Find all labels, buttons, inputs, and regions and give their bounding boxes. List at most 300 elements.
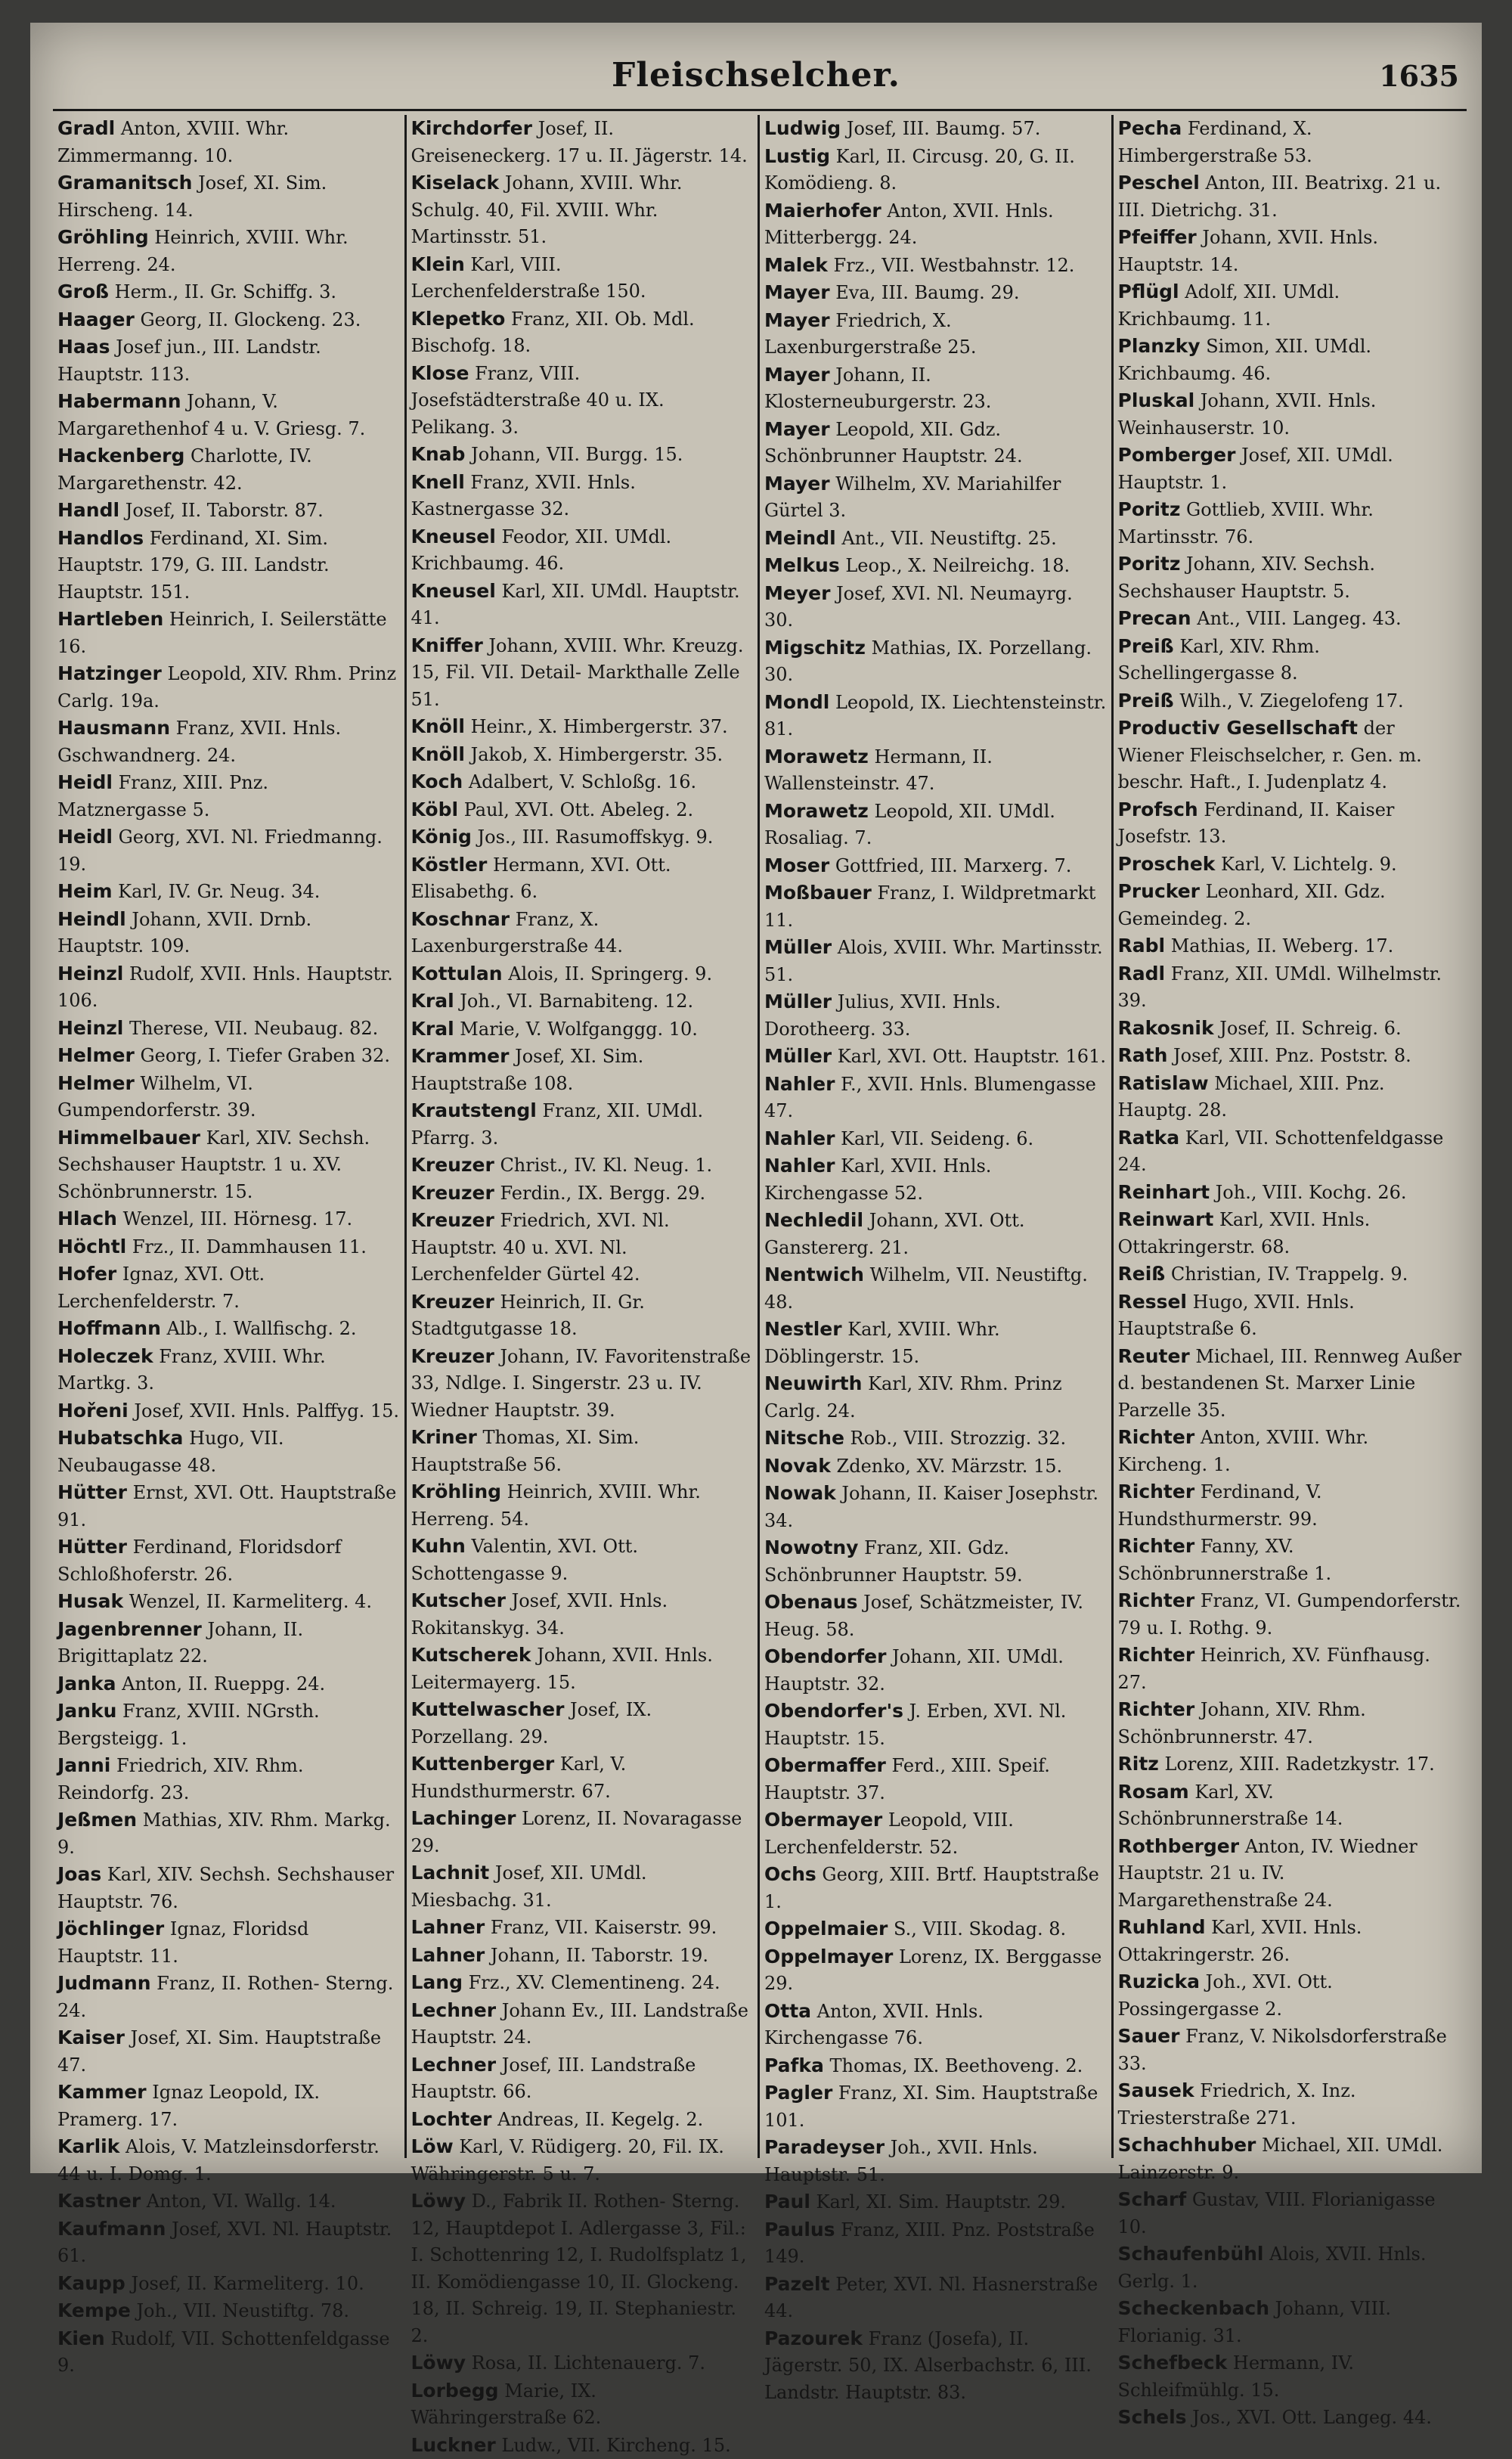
directory-entry [57,1205,400,1233]
entry-name: Klepetko [411,308,506,330]
entry-name: Knöll [411,715,465,737]
directory-entry [1118,633,1463,687]
entry-name: Malek [764,254,828,276]
entry-line: Georg, XVI. Nl. Friedmanng. 19. [57,826,389,875]
entry-line: Hauptstr. 179, G. III. Landstr. [57,554,330,575]
entry-line: Ottakringerstr. 68. [1118,1236,1290,1257]
entry-line: Adolf, XII. UMdl. Krichbaumg. 11. [1118,281,1346,330]
directory-entry [411,1180,754,1208]
entry-line: Elisabethg. 6. [411,881,538,902]
entry-name: Janku [57,1700,116,1722]
entry-line: Franz, X. Laxenburgerstraße 44. [411,909,624,957]
entry-name: Himmelbauer [57,1127,200,1149]
entry-line: Eva, III. Baumg. 29. [835,282,1019,303]
directory-entry [764,197,1107,252]
entry-line: Martinsstr. 51. [411,226,547,247]
directory-entry [57,1479,400,1533]
directory-entry [1118,1478,1463,1533]
directory-entry [57,1070,400,1124]
entry-line: Karl, IV. Gr. Neug. 34. [118,881,320,902]
entry-name: Hartleben [57,608,163,630]
column-2 [407,115,761,2158]
directory-entry [57,525,400,606]
entry-line: Friedrich, XVI. Nl. [500,1210,669,1231]
directory-entry [411,713,754,741]
directory-entry [764,552,1107,580]
directory-entry [57,169,400,224]
entry-line: Ernst, XVI. Ott. Hauptstraße 91. [57,1482,402,1530]
entry-name: Oppelmaier [764,1918,888,1940]
entry-line: Kircheng. 1. [1118,1454,1231,1475]
entry-name: Kral [411,1018,454,1040]
entry-line: Hugo, XVII. Hnls. Hauptstraße 6. [1118,1292,1361,1340]
directory-entry [57,497,400,525]
directory-entry [57,2325,400,2380]
entry-line: Heinrich, XV. Fünfhausg. 27. [1118,1645,1436,1693]
entry-line: u. III. Dietrichg. 31. [1118,172,1447,221]
entry-line: Anton, III. Beatrixg. 21 [1205,172,1418,194]
entry-name: Jöchlinger [57,1918,164,1940]
entry-line: Michael, XII. [1262,2135,1380,2156]
directory-entry [57,1015,400,1043]
entry-line: Thomas, IX. Beethoveng. 2. [830,2055,1083,2076]
entry-name: Müller [764,936,832,958]
entry-line: Leonhard, XII. Gdz. Gemeindeg. 2. [1118,881,1392,929]
directory-entry [1118,851,1463,879]
entry-line: Karl, XIV. Sechsh. Sechshauser Hauptstr. 76. [57,1864,400,1912]
entry-name: Obermayer [764,1809,882,1831]
entry-name: Meyer [764,582,830,604]
entry-line: Leopold, IX. Liechtensteinstr. 81. [764,692,1112,740]
entry-name: Rosam [1118,1781,1189,1803]
entry-line: Gottlieb, XVIII. Whr. [1186,499,1374,520]
entry-line: F., XVII. Hnls. Blumengasse 47. [764,1074,1102,1122]
directory-entry [411,1997,754,2051]
entry-name: Kriner [411,1426,477,1448]
entry-name: Ratislaw [1118,1072,1209,1094]
entry-name: Scheckenbach [1118,2297,1270,2319]
column-4 [1114,115,1467,2158]
directory-entry [1118,1206,1463,1261]
entry-line: Gschwandnerg. 24. [57,745,236,766]
entry-line: Krichbaumg. 46. [1118,363,1272,384]
directory-entry [764,1043,1107,1071]
entry-name: Scharf [1118,2188,1187,2210]
directory-entry [764,143,1107,197]
directory-entry [57,115,400,169]
directory-entry [1118,1179,1463,1207]
directory-entry [764,934,1107,988]
directory-entry [57,1806,400,1861]
entry-line: Ant., VIII. Langeg. 43. [1197,608,1401,629]
entry-line: Anton, VI. Wallg. 14. [147,2191,336,2212]
directory-entry [57,715,400,769]
entry-name: Obendorfer's [764,1700,903,1722]
directory-entry [57,1124,400,1206]
entry-name: Nowak [764,1482,836,1504]
directory-entry [411,1152,754,1180]
entry-line: Leitermayerg. 15. [411,1672,576,1693]
directory-entry [1118,715,1463,796]
directory-entry [57,1425,400,1479]
entry-line: Schönbrunner Hauptstr. 59. [764,1564,1023,1586]
entry-line: Franz, XVII. Hnls. [176,718,341,739]
entry-line: Ignaz, Floridsd [170,1918,308,1940]
entry-name: Obenaus [764,1591,857,1613]
directory-entry [764,1643,1107,1698]
entry-line: Hauptstr. 66. [411,2081,532,2102]
entry-line: Wenzel, III. Hörnesg. 17. [123,1208,352,1230]
entry-line: Johann, XII. UMdl. [892,1646,1064,1667]
entry-line: Frz., XV. Clementineng. 24. [469,1972,720,1993]
entry-line: Schreig. 19, II. Stephaniestr. 2. [411,2298,742,2346]
entry-line: III. Landstr. Hauptstr. 83. [764,2355,1098,2403]
directory-entry [57,769,400,823]
entry-line: Johann, V. Margarethenhof 4 u. V. Griesg. 7. [57,391,365,439]
entry-line: Lorenz, XIII. Radetzkystr. 17. [1164,1754,1434,1775]
entry-line: Rokitanskyg. 34. [411,1617,565,1639]
entry-line: Hauptstr. 51. [764,2164,885,2185]
entry-name: Groß [57,281,109,302]
directory-entry [411,1914,754,1942]
entry-name: Krammer [411,1045,510,1067]
directory-entry [411,1805,754,1859]
entry-name: Kreuzer [411,1154,494,1176]
entry-name: Karlik [57,2135,119,2157]
directory-entry [1118,2077,1463,2132]
entry-line: Josef, XVII. Hnls. [134,1400,290,1422]
entry-name: Müller [764,1045,832,1067]
directory-entry [764,2052,1107,2080]
entry-line: Sterng. 12, Hauptdepot I. Adlergasse 3, Fil.: I. Schottenring 12, [411,2191,752,2265]
entry-name: Kirchdorfer [411,117,532,139]
entry-line: Anton, XVIII. Whr. [121,118,289,139]
entry-name: Ritz [1118,1753,1159,1775]
entry-name: Koch [411,771,463,792]
entry-name: Maierhofer [764,200,881,222]
directory-entry [57,1261,400,1315]
directory-entry [764,689,1107,743]
directory-entry [1118,1587,1463,1642]
entry-name: Nestler [764,1318,842,1340]
entry-name: Pomberger [1118,444,1236,466]
directory-entry [411,1642,754,1696]
entry-name: Pazelt [764,2273,830,2295]
directory-entry [1118,796,1463,851]
entry-name: Reuter [1118,1345,1190,1367]
directory-entry [1118,169,1463,224]
entry-line: Nl. Hauptstr. 15. [764,1701,1072,1749]
directory-entry [57,2270,400,2298]
entry-name: Kutscherek [411,1644,531,1666]
entry-name: Mayer [764,418,830,440]
entry-line: Weinhauserstr. 10. [1118,417,1290,439]
directory-entry [1118,687,1463,715]
entry-line: Hauptstr. 109. [57,935,190,957]
entry-line: I. Rudolfsplatz 1, II. Komödiengasse 10, II. Glockeng. 18, II. [411,2244,753,2319]
entry-line: Josefstr. 13. [1118,826,1227,847]
entry-name: Knöll [411,743,465,765]
entry-line: Simon, XII. UMdl. [1206,336,1371,357]
directory-entry [57,1343,400,1397]
entry-name: Lechner [411,1999,497,2021]
directory-entry [411,960,754,988]
header-rule [53,109,1467,111]
entry-line: Johann, XVI. Ott. [869,1210,1025,1231]
entry-line: Therese, VII. Neubaug. 82. [129,1018,378,1039]
entry-line: Franz, XVII. Hnls. Kastnergasse 32. [411,472,642,520]
entry-line: Schloßhoferstr. 26. [57,1564,233,1585]
directory-entry [1118,2240,1463,2295]
entry-name: Lahner [411,1916,485,1938]
entry-line: Johann Ev., III. Landstraße Hauptstr. 24. [411,2000,754,2048]
directory-entry [1118,496,1463,550]
directory-entry [411,578,754,632]
entry-line: Hauptstr. 11. [57,1946,178,1967]
entry-line: Franz, XII. UMdl. Wilhelmstr. 39. [1118,963,1448,1012]
entry-name: Preiß [1118,690,1174,712]
entry-line: Joh., XVI. Ott. Possingergasse 2. [1118,1971,1339,2020]
directory-entry [57,1915,400,1970]
directory-entry [1118,2132,1463,2186]
directory-entry [57,1042,400,1070]
entry-name: Kien [57,2327,105,2349]
entry-name: Planzky [1118,335,1201,357]
entry-name: Hütter [57,1481,127,1503]
directory-entry [764,879,1107,934]
column-3 [760,115,1114,2158]
entry-name: Nentwich [764,1264,864,1285]
entry-line: Alois, V. Matzleinsdorferstr. 44 u. I. Domg. 1. [57,2136,386,2185]
entry-line: Rosaliag. 7. [764,827,872,848]
entry-name: Gramanitsch [57,172,192,194]
entry-name: Ochs [764,1863,816,1885]
directory-entry [1118,550,1463,605]
directory-entry [411,1533,754,1587]
entry-name: Kuttenberger [411,1753,555,1775]
entry-line: Mathias, IX. Porzellang. 30. [764,637,1098,686]
entry-name: Pflügl [1118,281,1179,302]
entry-line: Josef, II. Greiseneckerg. 17 u. II. Jägerstr. 14. [411,118,748,166]
entry-line: Josef, XIII. Pnz. Poststr. 8. [1173,1045,1411,1066]
directory-entry [411,251,754,305]
entry-name: Richter [1118,1481,1195,1502]
entry-name: Meindl [764,527,836,549]
entry-line: Gottfried, III. Marxerg. 7. [835,855,1072,876]
directory-entry [411,1043,754,1097]
entry-name: Sauer [1118,2025,1180,2047]
entry-name: Richter [1118,1426,1195,1448]
entry-line: Bergsteigg. 1. [57,1728,187,1749]
entry-name: Helmer [57,1072,135,1094]
entry-name: Kastner [57,2190,141,2212]
directory-entry [57,333,400,388]
entry-line: Lorenz, II. Novaragasse 29. [411,1808,748,1856]
directory-entry [764,988,1107,1043]
entry-name: Kneusel [411,526,496,547]
directory-entry [1118,1288,1463,1343]
entry-line: Hugo, VII. Neubaugasse 48. [57,1428,290,1476]
entry-name: Richter [1118,1589,1195,1611]
entry-name: Schels [1118,2406,1187,2428]
entry-line: Ferdinand, II. Kaiser [1204,799,1394,820]
directory-entry [1118,1424,1463,1478]
directory-entry [411,768,754,796]
entry-line: Hermann, XVI. Ott. [493,854,671,876]
entry-name: Reiß [1118,1263,1166,1285]
entry-name: Richter [1118,1535,1195,1557]
entry-name: Haager [57,309,135,330]
directory-entry [57,2188,400,2216]
entry-line: IV. Heug. 58. [764,1592,1089,1640]
entry-name: Knell [411,471,465,493]
entry-name: Heinzl [57,1017,123,1039]
entry-name: Husak [57,1590,123,1612]
directory-entry [764,1943,1107,1998]
entry-line: Franz, XIII. Pnz. Matznergasse 5. [57,772,274,820]
entry-name: König [411,826,472,848]
directory-entry [57,1970,400,2024]
directory-entry [1118,1343,1463,1425]
entry-name: Poritz [1118,553,1181,575]
directory-entry [764,115,1107,143]
entry-line: Josef, III. Landstraße [502,2054,696,2076]
entry-name: Morawetz [764,800,869,822]
entry-line: Markthalle Zelle 51. [411,662,746,710]
entry-line: Franz, VI. Gumpendorferstr. 79 u. I. Rothg. 9. [1118,1590,1467,1639]
entry-line: Joh., VII. Neustiftg. 78. [136,2300,349,2321]
entry-line: II. Komödieng. 8. [764,146,1081,194]
entry-line: Johann, II. Brigittaplatz 22. [57,1619,309,1667]
directory-entry [411,2188,754,2349]
directory-entry [411,2432,754,2459]
entry-name: Klose [411,362,469,384]
entry-name: Kaupp [57,2272,125,2294]
entry-name: Mondl [764,691,829,713]
entry-line: Georg, XIII. Brtf. Hauptstraße 1. [764,1864,1105,1912]
entry-line: Hauptstr. 21 u. IV. Margarethenstraße 24. [1118,1862,1333,1911]
entry-name: Kempe [57,2299,131,2321]
entry-name: Nechledil [764,1209,863,1231]
directory-entry [57,1670,400,1698]
entry-name: Kreuzer [411,1209,494,1231]
entry-line: Reindorfg. 23. [57,1782,189,1803]
entry-line: Karl, XVIII. Whr. Döblingerstr. 15. [764,1319,1005,1367]
entry-line: Josef, III. Baumg. 57. [847,118,1041,139]
entry-line: Julius, XVII. Hnls. Dorotheerg. 33. [764,991,1007,1040]
entry-name: Lachnit [411,1862,490,1884]
page-number: 1635 [1379,59,1459,93]
directory-entry [1118,2295,1463,2349]
column-1 [53,115,407,2158]
entry-name: Lechner [411,2054,497,2076]
entry-line: Außer d. bestandenen St. Marxer [1118,1346,1467,1394]
entry-name: Mayer [764,473,830,495]
entry-name: Nowotny [764,1536,858,1558]
entry-name: Jagenbrenner [57,1618,202,1640]
directory-entry [411,632,754,714]
entry-line: Karl, XVI. Ott. Hauptstr. 161. [838,1046,1106,1067]
entry-line: Frz., II. Dammhausen 11. [132,1236,367,1257]
entry-line: Franz, XII. Gdz. [864,1537,1009,1558]
entry-line: Wiener Fleischselcher, r. Gen. m. [1118,745,1422,766]
entry-line: Zimmermanng. 10. [57,145,233,166]
directory-page [30,23,1482,2173]
directory-entry [411,2133,754,2188]
entry-line: Karl, XIV. Rhm. Schellingergasse 8. [1118,636,1326,684]
directory-entry [57,823,400,878]
entry-name: Hubatschka [57,1427,183,1449]
entry-name: Hofer [57,1263,116,1285]
directory-entry [1118,1533,1463,1587]
entry-name: Lahner [411,1944,485,1966]
directory-entry [57,2216,400,2270]
entry-line: Martinsstr. 76. [1118,526,1254,547]
entry-line: Hauptstr. 61. [57,2219,398,2267]
entry-name: Handlos [57,527,144,549]
entry-line: Joh., XVII. Hnls. [891,2137,1038,2158]
directory-entry [1118,1642,1463,1696]
entry-line: Karl, XIV. [206,1127,293,1149]
entry-line: Rosa, II. Lichtenauerg. 7. [472,2352,705,2374]
directory-entry [1118,1070,1463,1124]
entry-line: Josef jun., III. Landstr. [116,336,321,358]
entry-line: Rob., VIII. Strozzig. 32. [850,1428,1067,1449]
directory-entry [57,1752,400,1806]
directory-entry [411,2349,754,2377]
entry-line: Hauptstr. 37. [764,1782,885,1803]
entry-line: Hauptstr. 106. [57,963,398,1012]
directory-entry [764,1207,1107,1261]
entry-name: Poritz [1118,498,1181,520]
entry-line: Wilhelm, VII. Neustiftg. 48. [764,1264,1094,1313]
entry-line: Johann, II. Klosterneuburgerstr. 23. [764,364,991,413]
directory-entry [411,1343,754,1425]
entry-line: Josef, XVI. Nl. [172,2219,299,2240]
entry-name: Morawetz [764,746,869,767]
entry-name: Migschitz [764,637,866,659]
entry-line: Gustav, VIII. Florianigasse 10. [1118,2189,1442,2237]
entry-line: Hauptstr. 14. [1118,254,1239,275]
entry-name: Kaufmann [57,2218,166,2240]
entry-line: Charlotte, IV. Margarethenstr. 42. [57,445,318,494]
entry-name: Mayer [764,281,830,303]
entry-name: Heidl [57,771,113,793]
entry-name: Knab [411,443,466,465]
entry-line: Michael, III. Rennweg [1195,1346,1399,1367]
entry-name: Mayer [764,364,830,386]
entry-line: Lorenz, IX. Berggasse 29. [764,1946,1108,1995]
entry-line: Josef, XI. Sim. Hauptstraße 108. [411,1046,649,1094]
entry-name: Neuwirth [764,1372,862,1394]
entry-line: Bischofg. 18. [411,335,531,356]
directory-entry [764,743,1107,798]
directory-entry [764,2271,1107,2325]
entry-line: S., VIII. Skodag. 8. [894,1918,1066,1940]
directory-entry [411,1587,754,1642]
entry-name: Heindl [57,908,126,930]
entry-name: Ludwig [764,117,841,139]
directory-entry [411,1750,754,1805]
entry-line: Wenzel, II. Karmeliterg. 4. [129,1591,372,1612]
entry-line: Karl, VII. Seideng. 6. [841,1128,1033,1149]
entry-name: Melkus [764,554,840,576]
directory-entry [764,279,1107,307]
entry-line: Christ., IV. Kl. Neug. 1. [500,1155,712,1176]
directory-entry [764,2325,1107,2407]
entry-line: Prinz Carlg. 24. [764,1373,1067,1422]
entry-name: Luckner [411,2434,496,2456]
